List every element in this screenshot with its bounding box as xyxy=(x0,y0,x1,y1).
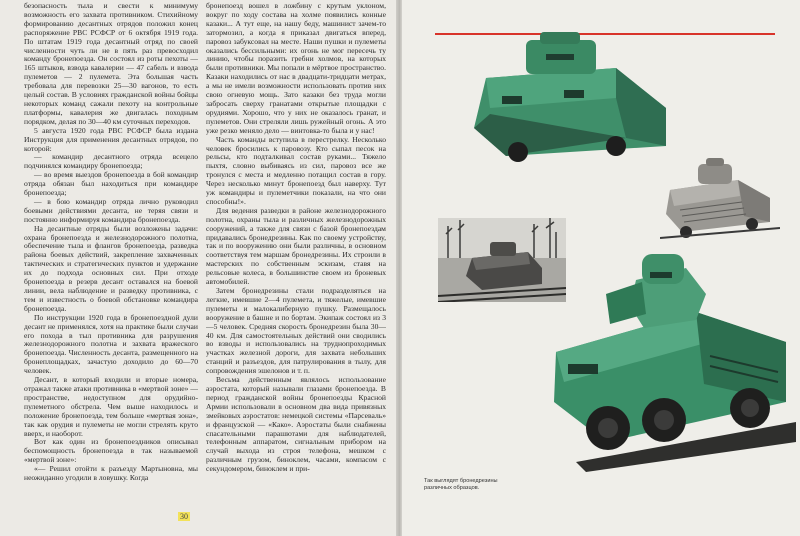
paragraph: — в бою командир отряда лично руководил боевыми действиями десанта, не теряя связи и постоянно информируя командира бронепоезда. xyxy=(24,196,198,224)
paragraph: — командир десантного отряда всецело подчинялся командиру бронепоезда; xyxy=(24,152,198,171)
paragraph: бронепоезд вошел в ложбину с крутым уклоном, вокруг по ходу состава на холме появились конные казаки... А тут еще, на нашу беду, машинист зачем-то затормозил, а когда я приказал двигаться вперед, паровоз забуксовал на месте. Наши пушки и пулеметы оказались бессильными: их огонь не мог пересечь ту линию, чтобы поразить гребни холмов, на которых были противники. Мы попали в мёртвое пространство. Казаки находились от нас в двадцати-тридцати метрах, а мы не имели возможности использовать против них свою огневую мощь. Зато казаки без труда могли забросать сверху гранатами открытые площадки с орудиями. Хорошо, что у них не оказалось гранат, и пулеметов. Они стреляли лишь ружейный огонь. А это уже резко меняло дело — винтовка-то была и у нас! xyxy=(206,2,386,135)
armored-car-illustration-green-large xyxy=(546,232,796,472)
left-page xyxy=(0,0,398,536)
paragraph: По инструкции 1920 года в бронепоездной дули десант не применялся, хотя на практике были случаи его похода в тыл противника для разрушения железнодорожного полотна и захвата вражеского бронепоезда. Численность десанта, размещенного на бронеплощадках, зачастую доходило до 60—70 человек. xyxy=(24,312,198,376)
paragraph: — во время выездов бронепоезда в бой командир отряда обязан был находиться при командире бронепоезда; xyxy=(24,170,198,198)
figure-caption: Так выглядят бронедрезины различных образцов. xyxy=(424,478,498,491)
paragraph: На десантные отряды были возложены задачи: охрана бронепоезда и железнодорожного полотна, обеспечение тыла и флангов бронепоезда, разведка района боевых действий, закрепление захваченных тактических и стратегических пунктов и удержание их до подхода основных сил. При отходе бронепоезда в резерв десант оставался на боевой линии, вела наблюдение и разведку противника, с тем и известность о боевой обстановке командира бронепоезда. xyxy=(24,223,198,313)
armored-car-illustration-green-top xyxy=(466,18,676,168)
left-column-1 xyxy=(24,2,198,510)
paragraph: Весьма действенным являлось использование аэростата, который называли глазами бронепоезда. В период гражданской войны бронепоезды Красной Армии использовали в основном два вида привязных змейковых аэростатов: немецкой системы «Парсеваль» и французской — «Како». Аэростаты были снабжены спасательными парашютами для наблюдателей, телефонным аппаратом, сигнальным прибором на случай выхода из строя телефона, мешком с различным грузом, биноклем, часами, компасом с секундомером, биноклем и при- xyxy=(206,375,386,474)
paragraph: «— Решил отойти к разъезду Мартыновна, мы неожиданно угодили в ловушку. Когда xyxy=(24,464,198,483)
armored-car-illustration-grey xyxy=(660,150,780,242)
paragraph: Для ведения разведки в районе железнодорожного полотна, охраны тыла и различных железнодорожных сооружений, а также для связи с базой бронепоездам придавались бронедрезины. Как по своему устройству, так и по вооружению они были различны, в основном соответствуя тем маршам бронедрезины. Их строили в мастерских по собственным эскизам, ставя на рельсовые колеса, в большинстве своем из броневых автомобилей. xyxy=(206,205,386,287)
paragraph: Часть команды вступила в перестрелку. Несколько человек бросились к паровозу. Кто сыпал песок на рельсы, кто подталкивал состав руками... Тяжело пыхтя, словно выбиваясь из сил, паровоз все же тронулся с места и медленно потащил состав в гору. Через несколько минут бронепоезд был наверху. Тут уж командиры и пулеметчики показали, на что они способны!». xyxy=(206,134,386,206)
left-column-2 xyxy=(206,2,386,510)
right-page xyxy=(402,0,800,536)
page-number: 30 xyxy=(180,512,188,521)
paragraph: безопасность тыла и свести к минимуму возможность его захвата противником. Стихийному формированию десантных отрядов положил конец распоряжение РВС РСФСР от 6 октября 1919 года. По штатам 1919 года десантный отряд по своей численности чуть ли не в пять раз превосходил команду бронепоезда. Он состоял из роты пехоты — 165 штыков, взвода кавалерии — 47 сабель и взвода пулеметов — 2 пулемета. Эта большая часть требовала для перевозки 25—30 вагонов, то есть целый состав. В условиях гражданской войны бойцы некоторых команд сажали пехоту на контрольные платформы, кавалерия же двигалась походным порядком, делая по 30—40 км суточных переходов. xyxy=(24,2,198,126)
paragraph: 5 августа 1920 года РВС РСФСР была издана Инструкция для применения десантных отрядов, по которой: xyxy=(24,125,198,153)
paragraph: Десант, в который входили и вторые номера, отражал также атаки противника в «мертвой зоне» — пространстве, недоступном для орудийно-пулеметного обстрела. Чем выше находилось и положение бронепоезда, тем больше «мертвая зона», так как орудия и пулеметы не могли стрелять круто вверх, и наоборот. xyxy=(24,375,198,438)
paragraph: Вот как один из бронепоездников описывал беспомощность бронепоезда в так называемой «мертвой зоне»: xyxy=(24,437,198,465)
paragraph: Затем бронедрезины стали подразделяться на легкие, имевшие 2—4 пулемета, и тяжелые, имевшие пулеметы и малокалиберную пушку. Размещалось вооружение в башне и по бортам. Экипаж состоял из 3—5 человек. Средняя скорость бронедрезин была 30—40 км. Для самостоятельных действий они сводились во взводы и использовались на труднопроходимых участках железной дороги, для захвата небольших станций и разъездов, для патрулирования в тылу, для сопровождения эшелонов и т. п. xyxy=(206,286,386,376)
